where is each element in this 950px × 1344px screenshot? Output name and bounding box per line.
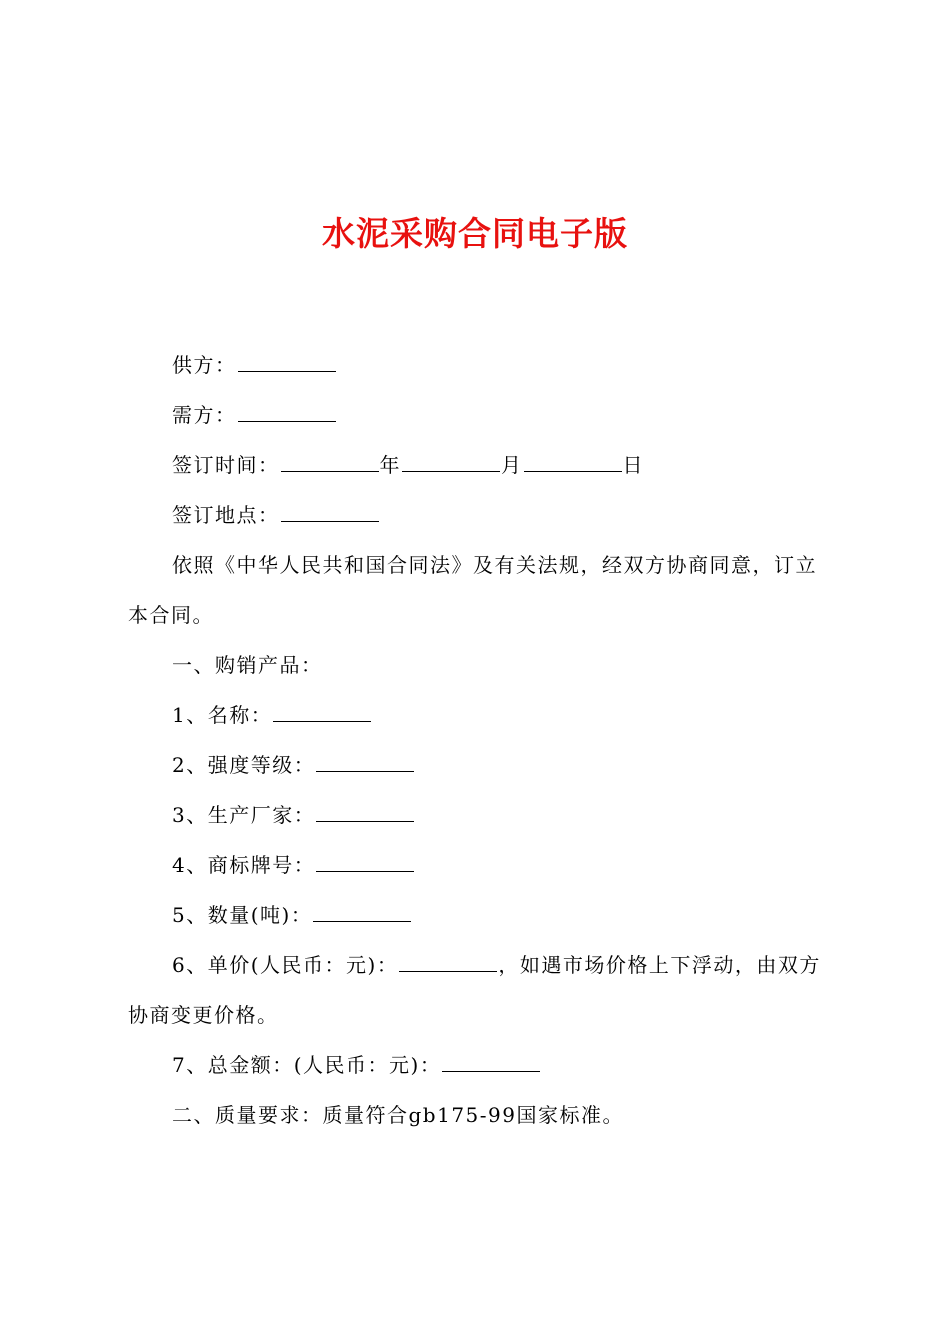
item5-blank (313, 903, 411, 922)
item7-blank (442, 1053, 540, 1072)
sign-place-blank (281, 503, 379, 522)
sign-time-line (128, 440, 832, 490)
item6-paragraph (128, 940, 832, 1040)
document-body (128, 340, 832, 1140)
sign-place-line (128, 490, 832, 540)
buyer-line (128, 390, 832, 440)
item7-line (128, 1040, 832, 1090)
month-blank (402, 453, 500, 472)
item4-line (128, 840, 832, 890)
item4-label: 4、商标牌号： (172, 853, 316, 877)
item3-line (128, 790, 832, 840)
item1-label: 1、名称： (172, 703, 273, 727)
document-title: 水泥采购合同电子版 (322, 214, 628, 253)
supplier-blank (238, 353, 336, 372)
item6-suffix: ，如遇市场价格上下浮动，由双方协商变更价格。 (128, 953, 821, 1027)
supplier-line (128, 340, 832, 390)
sign-time-label: 签订时间： (172, 453, 280, 477)
buyer-label: 需方： (172, 403, 237, 427)
year-label: 年 (379, 453, 401, 477)
item6-blank (399, 953, 497, 972)
item2-blank (316, 753, 414, 772)
item7-label: 7、总金额：(人民币：元)： (172, 1053, 442, 1077)
item1-blank (273, 703, 371, 722)
section1-heading: 一、购销产品： (172, 653, 323, 677)
year-blank (281, 453, 379, 472)
item2-label: 2、强度等级： (172, 753, 316, 777)
item5-label: 5、数量(吨)： (172, 903, 313, 927)
sign-place-label: 签订地点： (172, 503, 280, 527)
item3-label: 3、生产厂家： (172, 803, 316, 827)
supplier-label: 供方： (172, 353, 237, 377)
month-label: 月 (501, 453, 523, 477)
item2-line (128, 740, 832, 790)
item6-label: 6、单价(人民币：元)： (172, 953, 399, 977)
day-label: 日 (622, 453, 644, 477)
day-blank (524, 453, 622, 472)
section2-line: 二、质量要求：质量符合gb175-99国家标准。 (172, 1103, 624, 1127)
buyer-blank (238, 403, 336, 422)
item1-line (128, 690, 832, 740)
item3-blank (316, 803, 414, 822)
intro-paragraph: 依照《中华人民共和国合同法》及有关法规，经双方协商同意，订立本合同。 (128, 553, 817, 627)
item4-blank (316, 853, 414, 872)
item5-line (128, 890, 832, 940)
